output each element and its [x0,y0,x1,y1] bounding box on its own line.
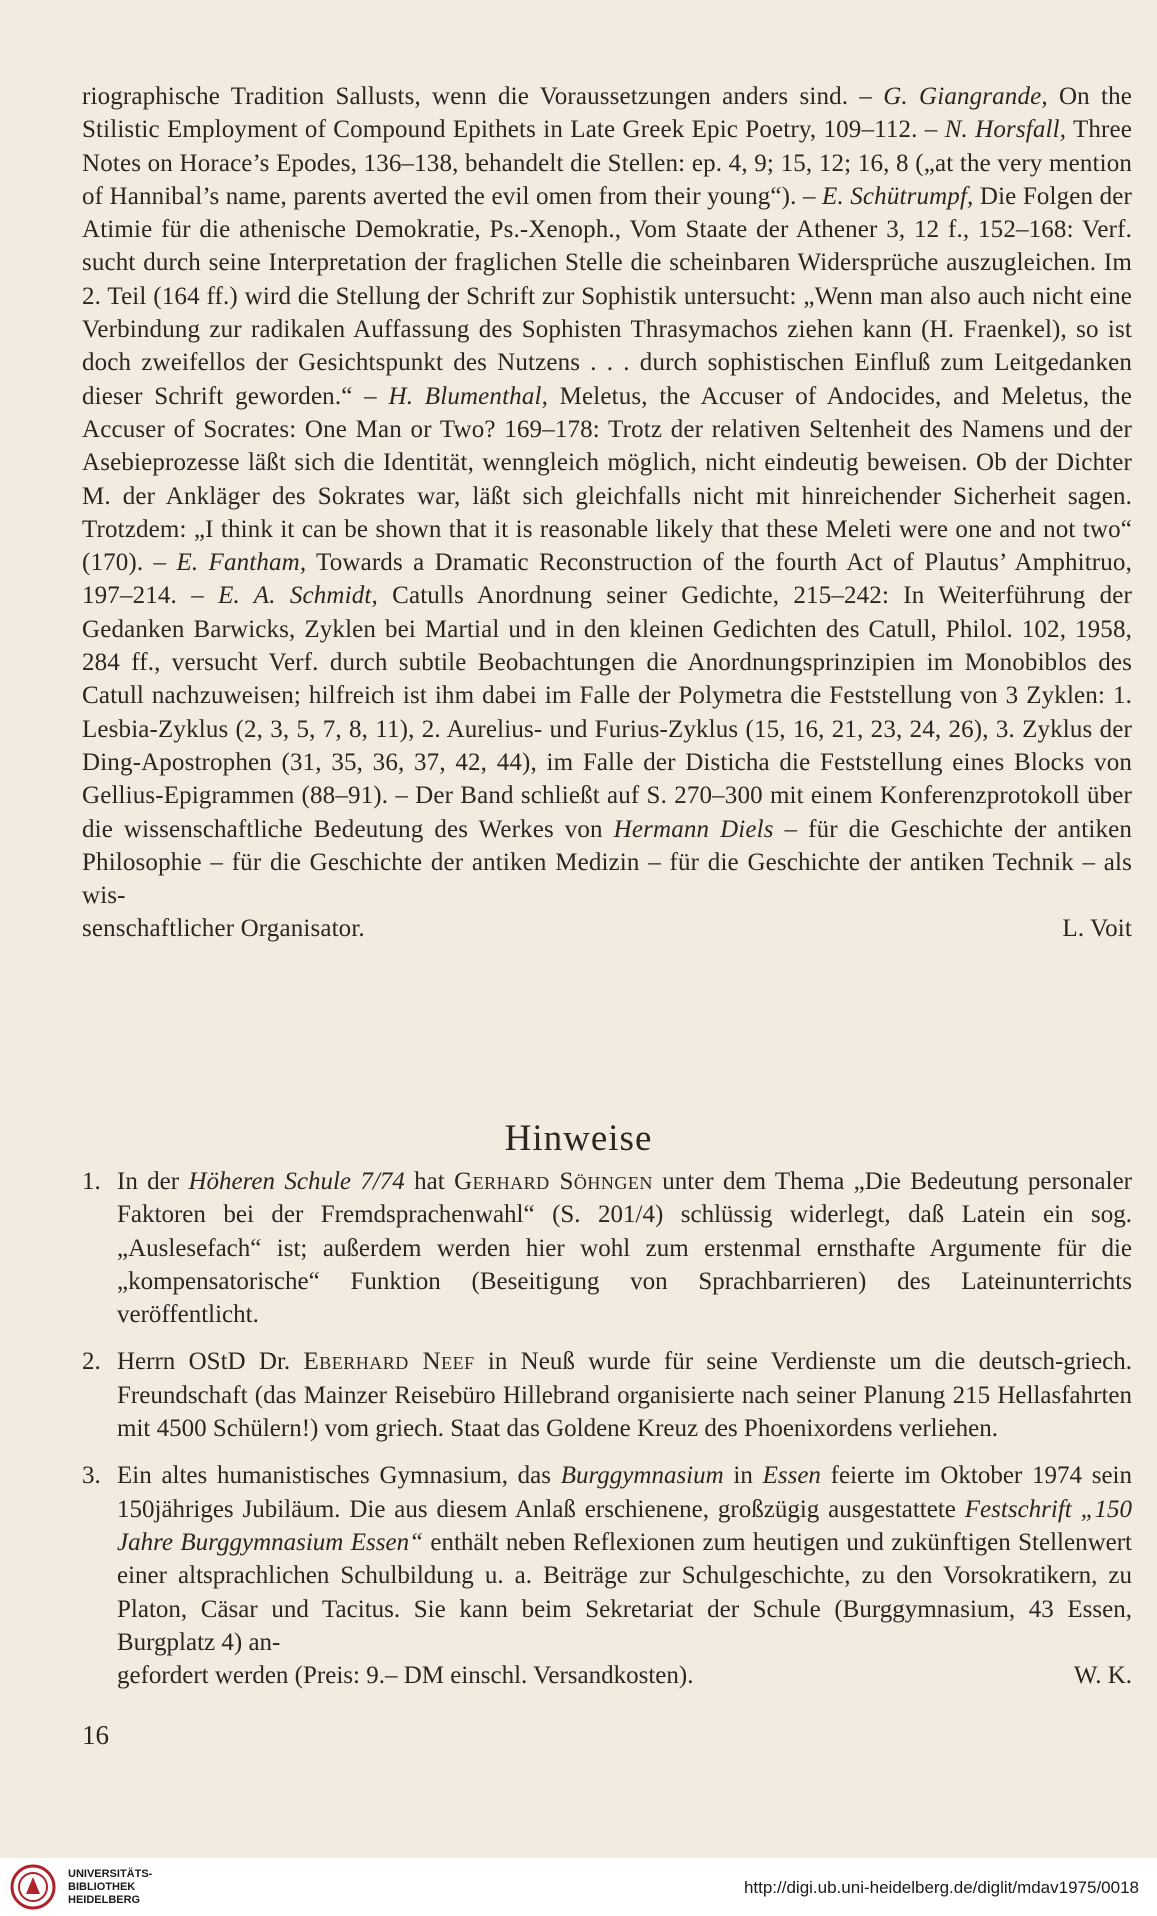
text-run: Three Notes on Horace’s Epodes, 136–138, behandelt die Stellen: ep. 4, 9; 15, 12; 16, 8 („at the very mention of Hannibal’s name, parents averted the evil omen from their young“). – [82,116,1132,210]
author-name: Hermann Diels [613,815,774,843]
publication-title: Festschrift „150 Jahre Burggymnasium Essen“ [117,1495,1133,1556]
publication-title: Höheren Schule 7/74 [188,1168,405,1195]
person-name: Eberhard Neef [303,1348,475,1376]
author-name: N. Horsfall, [944,116,1067,144]
library-name [68,1868,152,1907]
text-run: Towards a Dramatic Reconstruction of the fourth Act of Plautus’ Amphitruo, 197–214. – [82,549,1132,610]
text-run: Meletus, the Accuser of Andocides, and Meletus, the Accuser of Socrates: One Man or Two? 169–178: Trotz der relativen Seltenheit des Namens und der Asebieprozesse läßt sich die Identität, wenngleich möglich, nicht eindeutig beweisen. Ob der Dichter M. der Ankläger des Sokrates war, läßt sich gleichfalls nicht mit hinreichender Sicherheit sagen. Trotzdem: „I think it can be shown that it is reasonable likely that these Meleti were one and not two“ (170). – [82,382,1132,577]
author-name: G. Giangrande, [883,83,1048,110]
text-run: – für die Geschichte der antiken Philosophie – für die Geschichte der antiken Medizin – für die Geschichte der antiken Technik – als wis- [82,815,1132,910]
text-run: enthält neben Reflexionen zum heutigen und zukünftigen Stellenwert einer altsprachlichen Schulbildung u. a. Beiträge zur Schulgeschichte, zu den Vorsokratikern, zu Platon, Cäsar und Tacitus. Sie kann beim Sekretariat der Schule (Burggymnasium, 43 Essen, Burgplatz 4) an- [117,1528,1132,1656]
item-text [117,1345,1132,1445]
closing-text: gefordert werden (Preis: 9.– DM einschl. Versandkosten). [117,1662,694,1690]
footer-bar [0,1858,1157,1916]
text-run: Herrn OStD Dr. [117,1348,304,1376]
item-number: 3. [82,1462,101,1490]
text-run: unter dem Thema „Die Bedeutung personaler Faktoren bei der Fremdsprachenwahl“ (S. 201/4) schlüssig widerlegt, daß Latein ein sog. „Auslesefach“ ist; außerdem werden hier wohl zum erstenmal ernsthafte Argumente für die „kompensatorische“ Funktion (Beseitigung von Sprachbarrieren) des Lateinunterrichts veröffentlicht. [117,1168,1133,1329]
item-number: 1. [82,1168,101,1195]
text-run: Die Folgen der Atimie für die athenische Demokratie, Ps.-Xenoph., Vom Staate der Athener 3, 12 f., 152–168: Verf. sucht durch seine Interpretation der fraglichen Stelle die scheinbaren Widersprüche auszugleichen. Im 2. Teil (164 ff.) wird die Stellung der Schrift zur Sophistik untersucht: „Wenn man also auch nicht eine Verbindung zur radikalen Auffassung des Sophisten Thrasymachos ziehen kann (H. Fraenkel), so ist doch zweifellos der Gesichtspunkt des Nutzens . . . durch sophistischen Einfluß zum Leitgedanken dieser Schrift geworden.“ – [82,182,1132,410]
list-item [82,1459,1132,1692]
school-name: Burggymnasium [560,1462,724,1490]
text-run: in Neuß wurde für seine Verdienste um die deutsch-griech. Freundschaft (das Mainzer Reisebüro Hillebrand organisierte nach seiner Planung 215 Hellasfahrten mit 4500 Schülern!) vom griech. Staat das Goldene Kreuz des Phoenixordens verliehen. [117,1348,1132,1443]
author-name: E. Fantham, [176,549,307,577]
list-item [82,1345,1132,1445]
library-name-line: HEIDELBERG [68,1894,141,1906]
signature-line [117,1659,1132,1692]
closing-text: senschaftlicher Organisator. [82,915,365,943]
signature: W. K. [1073,1662,1132,1690]
author-name: H. Blumenthal, [388,382,548,410]
city-name: Essen [762,1462,821,1490]
page-number: 16 [82,1720,109,1750]
notice-list [82,1165,1132,1706]
signature-line [82,912,1132,945]
author-name: E. A. Schmidt, [218,582,378,610]
text-run: in [723,1462,763,1490]
item-number: 2. [82,1348,101,1376]
text-run: Ein altes humanistisches Gymnasium, das [117,1462,561,1490]
item-text [117,1165,1132,1331]
paragraph-text [82,80,1132,912]
library-seal-icon [10,1864,56,1910]
text-run: riographische Tradition Sallusts, wenn die Voraussetzungen anders sind. – [82,83,884,110]
review-paragraph [82,80,1132,946]
source-url-link[interactable]: http://digi.ub.uni-heidelberg.de/diglit/mdav1975/0018 [743,1878,1139,1897]
list-item [82,1165,1132,1331]
text-run: feierte im Oktober 1974 sein 150jähriges Jubiläum. Die aus diesem Anlaß erschienene, großzügig ausgestattete [117,1462,1132,1523]
item-text [117,1459,1132,1692]
author-name: E. Schütrumpf, [822,182,974,210]
text-run: In der [117,1168,189,1195]
person-name: Gerhard Söhngen [454,1168,653,1195]
text-run: Catulls Anordnung seiner Gedichte, 215–242: In Weiterführung der Gedanken Barwicks, Zyklen bei Martial und in den kleinen Gedichten des Catull, Philol. 102, 1958, 284 ff., versucht Verf. durch subtile Beobachtungen die Anordnungsprinzipien im Monobiblos des Catull nachzuweisen; hilfreich ist ihm dabei im Falle der Polymetra die Feststellung von 3 Zyklen: 1. Lesbia-Zyklus (2, 3, 5, 7, 8, 11), 2. Aurelius- und Furius-Zyklus (15, 16, 21, 23, 24, 26), 3. Zyklus der Ding-Apostrophen (31, 35, 36, 37, 42, 44), im Falle der Disticha die Feststellung eines Blocks von Gellius-Epigrammen (88–91). – Der Band schließt auf S. 270–300 mit einem Konferenzprotokoll über die wissenschaftliche Bedeutung des Werkes von [82,582,1132,843]
text-run: On the Stilistic Employment of Compound Epithets in Late Greek Epic Poetry, 109–112. – [82,83,1132,144]
library-name-line: UNIVERSITÄTS- [68,1868,153,1880]
section-heading: Hinweise [504,1117,653,1159]
text-run: hat [404,1168,455,1195]
signature: L. Voit [1062,915,1132,943]
library-name-line: BIBLIOTHEK [68,1881,136,1893]
